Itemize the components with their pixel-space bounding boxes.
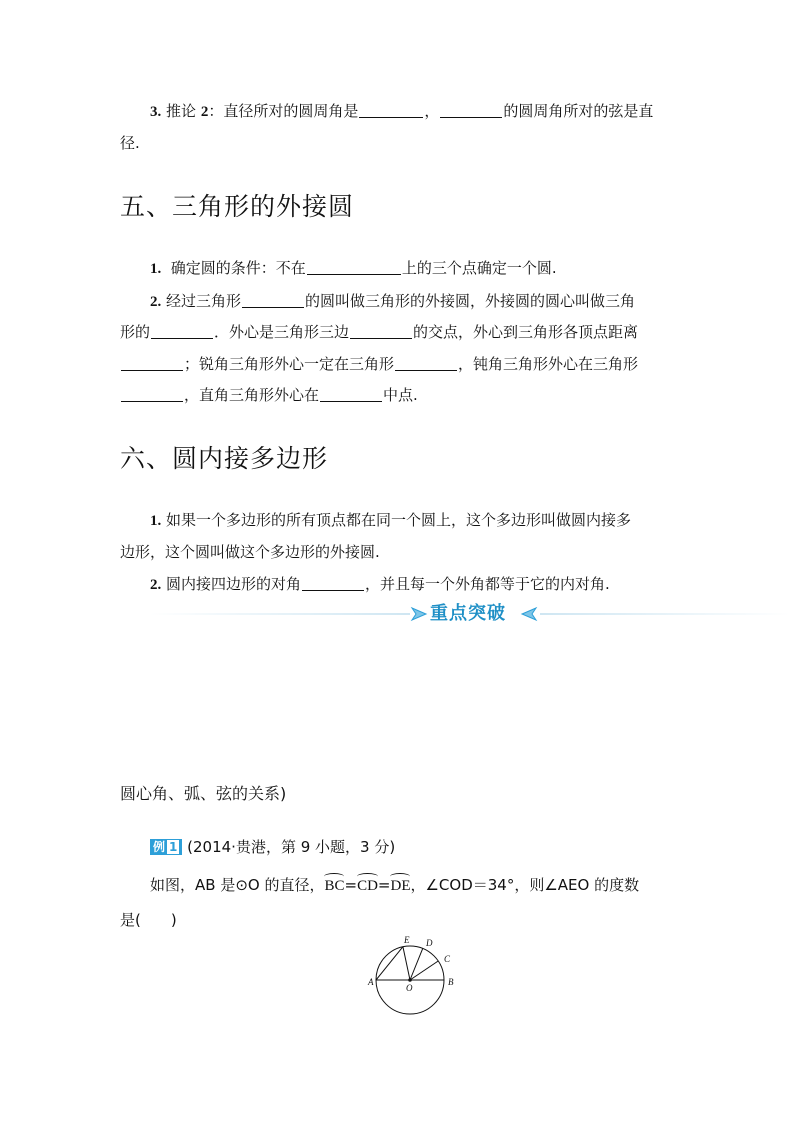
text: ，∠COD＝34°，则∠AEO 的度数 [410,876,640,894]
banner-right-ornament-icon [520,605,538,623]
arc-bc: BC [324,878,345,894]
circumcircle-line4 [120,385,418,405]
text: ；锐角三角形外心一定在三角形 [184,355,395,373]
answer-blank[interactable] [151,324,213,339]
text: ， [424,102,440,120]
example-header [150,837,395,857]
text: 上的三个点确定一个圆. [401,259,557,277]
label-c: C [444,954,451,964]
example-question-line1 [150,875,639,896]
arc-cd: CD [357,878,378,894]
circumcircle-line2 [120,322,638,342]
label-o: O [406,983,413,993]
text: 径. [120,134,140,152]
arc-de: DE [390,878,411,894]
text: 中点. [383,386,418,404]
inference-2-line2 [120,133,140,153]
text: ，并且每一个外角都等于它的内对角. [365,575,610,593]
answer-blank[interactable] [440,103,502,118]
circumcircle-line1 [150,291,635,312]
label-d: D [426,938,433,948]
text: = [344,876,358,894]
text: = [377,876,391,894]
banner-title: 重点突破 [430,603,506,624]
text: 如图，AB 是⊙O 的直径， [150,876,325,894]
text: ，直角三角形外心在 [184,386,320,404]
text: 边形，这个圆叫做这个多边形的外接圆. [120,543,380,561]
banner-line-left [150,613,410,615]
text: 的圆周角所对的弦是直 [503,102,654,120]
answer-blank[interactable] [320,387,382,402]
answer-blank[interactable] [395,356,457,371]
inscribed-quadrilateral-line [150,574,610,595]
answer-blank[interactable] [350,324,412,339]
text: 2 [200,104,209,120]
text: ，钝角三角形外心在三角形 [458,355,639,373]
label-e: E [404,935,410,945]
banner-left-ornament-icon [410,605,428,623]
badge-label: 例 [153,840,166,854]
text: 是( ) [120,911,177,929]
radius-oe [403,947,410,980]
answer-blank[interactable] [242,293,304,308]
inscribed-polygon-line2 [120,542,380,562]
text: ：直径所对的圆周角是 [208,102,359,120]
text: 经过三角形 [166,292,242,310]
section-heading-inscribed-polygon: 六、圆内接多边形 [120,444,329,473]
circumcircle-line3 [120,354,638,374]
example-source: (2014·贵港，第 9 小题，3 分) [187,838,396,856]
item-number: 1. [150,261,162,277]
circle-condition-line [150,258,557,279]
answer-blank[interactable] [121,387,183,402]
banner-line-right [540,613,790,615]
inference-2-line1 [150,101,653,122]
answer-blank[interactable] [302,576,364,591]
example-badge [150,839,182,855]
text: 的交点，外心到三角形各顶点距离 [413,323,639,341]
inscribed-polygon-line1 [150,510,631,531]
text: 如果一个多边形的所有顶点都在同一个圆上，这个多边形叫做圆内接多 [166,511,632,529]
text: 推论 [166,102,197,120]
badge-number: 1 [169,840,178,854]
item-number: 2. [150,294,162,310]
circle-figure [360,930,470,1020]
text: 圆内接四边形的对角 [166,575,302,593]
label-b: B [448,977,454,987]
center-point-o [409,979,412,982]
text: ．外心是三角形三边 [214,323,350,341]
item-number: 1. [150,513,162,529]
answer-blank[interactable] [359,103,423,118]
label-a: A [368,977,374,987]
text: 形的 [120,323,151,341]
text: 确定圆的条件：不在 [170,259,306,277]
example-question-line2 [120,910,177,930]
section-heading-circumcircle: 五、三角形的外接圆 [120,192,355,221]
answer-blank[interactable] [121,356,183,371]
item-number: 2. [150,577,162,593]
text: 的圆叫做三角形的外接圆，外接圆的圆心叫做三角 [305,292,636,310]
topic-title: 圆心角、弧、弦的关系) [120,784,287,803]
item-number: 3. [150,104,162,120]
answer-blank[interactable] [307,260,401,275]
